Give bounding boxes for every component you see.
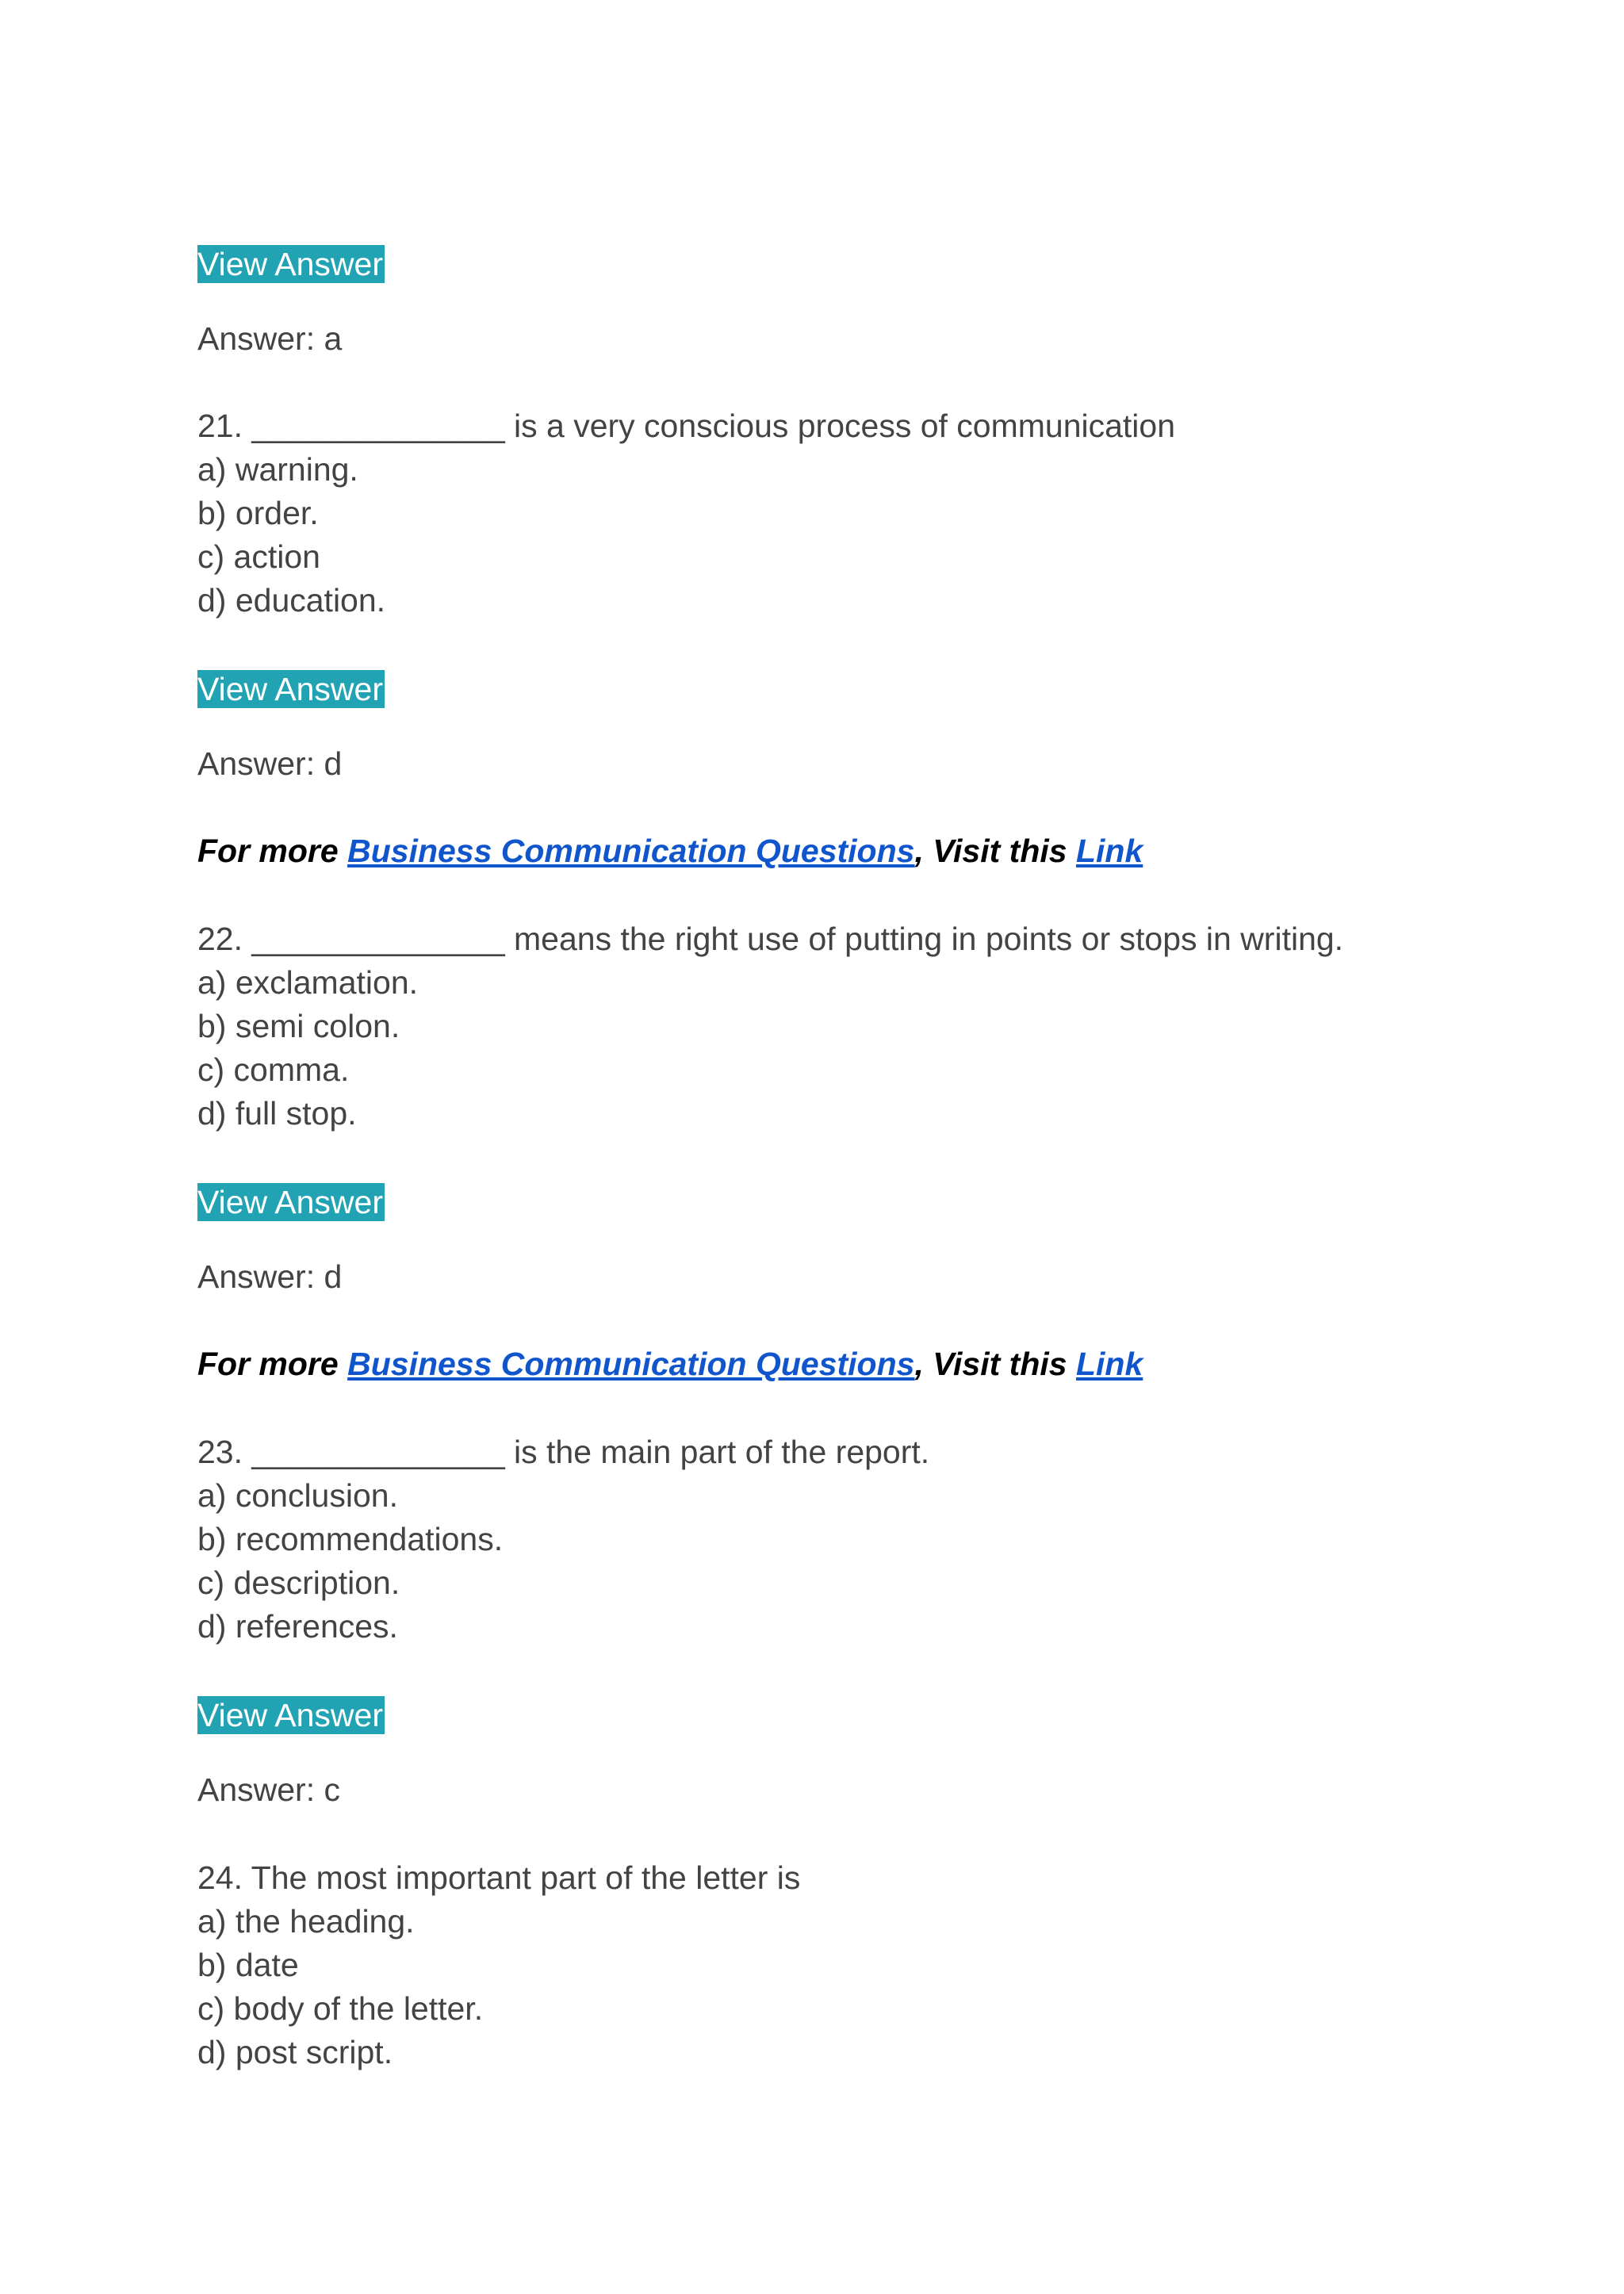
view-answer-block-q21 [197,668,385,711]
option-d: d) full stop. [197,1095,357,1132]
view-answer-block-q20 [197,243,385,286]
option-b: b) order. [197,495,319,531]
option-a: a) conclusion. [197,1477,398,1514]
question-stem: 24. The most important part of the letter is [197,1859,801,1896]
option-d: d) education. [197,582,386,618]
business-communication-questions-link[interactable]: Business Communication Questions [347,1346,915,1382]
promo-line [197,829,1143,873]
option-c: c) body of the letter. [197,1990,484,2027]
option-c: c) comma. [197,1051,350,1088]
view-answer-block-q23 [197,1694,385,1737]
option-a: a) warning. [197,451,358,488]
question-24 [197,1856,800,2074]
view-answer-block-q22 [197,1181,385,1224]
promo-line [197,1342,1143,1386]
view-answer-button[interactable]: View Answer [197,1184,383,1220]
view-answer-button[interactable]: View Answer [197,246,383,282]
promo-middle: , Visit this [914,833,1076,869]
promo-prefix: For more [197,833,348,869]
view-answer-button[interactable]: View Answer [197,1697,383,1733]
option-c: c) description. [197,1564,400,1601]
option-b: b) semi colon. [197,1008,400,1044]
option-b: b) recommendations. [197,1521,504,1557]
question-21 [197,404,1175,622]
answer-q22: Answer: d [197,1258,343,1295]
business-communication-questions-link[interactable]: Business Communication Questions [347,833,915,869]
option-b: b) date [197,1947,299,1983]
question-stem: 23. ______________ is the main part of the report. [197,1434,930,1470]
option-d: d) references. [197,1608,398,1645]
option-c: c) action [197,538,320,575]
visit-link[interactable]: Link [1075,1346,1143,1382]
option-d: d) post script. [197,2034,393,2070]
option-a: a) the heading. [197,1903,415,1940]
question-stem: 21. ______________ is a very conscious process of communication [197,408,1176,444]
question-stem: 22. ______________ means the right use of putting in points or stops in writing. [197,921,1344,957]
question-22 [197,917,1343,1136]
promo-middle: , Visit this [914,1346,1076,1382]
view-answer-button[interactable]: View Answer [197,671,383,707]
question-23 [197,1430,929,1649]
answer-q23: Answer: c [197,1771,340,1808]
option-a: a) exclamation. [197,964,419,1001]
promo-prefix: For more [197,1346,348,1382]
answer-q20: Answer: a [197,320,343,357]
answer-q21: Answer: d [197,745,343,782]
visit-link[interactable]: Link [1075,833,1143,869]
